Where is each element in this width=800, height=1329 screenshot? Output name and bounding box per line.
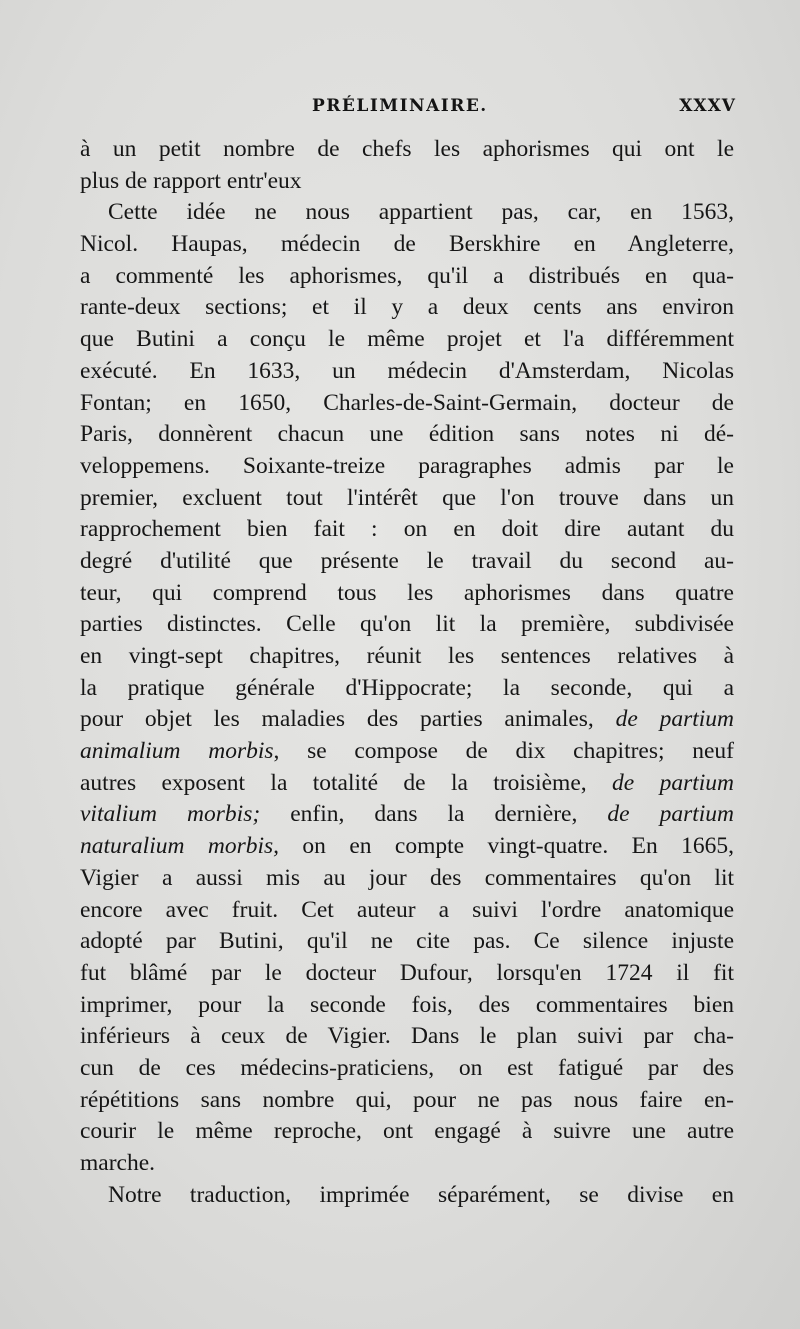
text-segment: pour objet les maladies des parties animales, (80, 706, 616, 733)
text-segment: exécuté. En 1633, un médecin d'Amsterdam, Nicolas (80, 357, 734, 384)
text-segment: la pratique générale d'Hippocrate; la seconde, qui a (80, 674, 734, 701)
page-header (80, 96, 736, 122)
text-segment: teur, qui comprend tous les aphorismes dans quatre (80, 579, 734, 606)
text-segment: que Butini a conçu le même projet et l'a différemment (80, 326, 734, 353)
text-segment: à un petit nombre de chefs les aphorismes qui ont le (80, 136, 734, 162)
text-segment: autres exposent la totalité de la troisième, (80, 769, 613, 796)
text-line (80, 926, 734, 958)
italic-text: de partium (615, 706, 735, 733)
text-segment: plus de rapport entr'eux (80, 167, 302, 194)
text-segment: fut blâmé par le docteur Dufour, lorsqu'en 1724 il fit (80, 959, 734, 986)
text-line (80, 292, 734, 324)
italic-text: de partium (612, 769, 735, 796)
text-line (80, 229, 734, 261)
text-segment: cun de ces médecins-praticiens, on est fatigué par des (80, 1054, 734, 1081)
text-line (80, 514, 734, 546)
text-segment: enfin, dans la dernière, (260, 801, 608, 828)
text-line (80, 134, 734, 166)
text-segment: rapprochement bien fait : on en doit dire autant du (80, 516, 734, 543)
text-line (80, 895, 734, 927)
text-segment: on en compte vingt-quatre. En 1665, (279, 833, 734, 860)
text-segment: inférieurs à ceux de Vigier. Dans le plan suivi par cha- (80, 1023, 734, 1050)
text-line (80, 1085, 734, 1117)
text-segment: Notre traduction, imprimée séparément, se divise en (108, 1181, 734, 1208)
page-number: XXXV (679, 96, 736, 116)
text-line (80, 578, 734, 610)
text-line (80, 261, 734, 293)
text-line (80, 736, 734, 768)
italic-text: naturalium morbis, (80, 833, 280, 860)
italic-text: vitalium morbis; (80, 801, 261, 828)
body-text (80, 134, 734, 1211)
text-line (80, 483, 734, 515)
text-segment: courir le même reproche, ont engagé à suivre une autre (80, 1118, 734, 1145)
text-line (80, 704, 734, 736)
text-segment: en vingt-sept chapitres, réunit les sentences relatives à (80, 643, 734, 669)
text-line (80, 451, 734, 483)
text-line (80, 1053, 734, 1085)
text-segment: Nicol. Haupas, médecin de Berskhire en Angleterre, (80, 231, 734, 258)
text-segment: Vigier a aussi mis au jour des commentaires qu'on lit (80, 864, 734, 891)
text-segment: marche. (80, 1150, 156, 1176)
text-line (80, 958, 734, 990)
running-title: PRÉLIMINAIRE. (312, 96, 488, 116)
italic-text: de partium (607, 801, 734, 828)
text-line (80, 1116, 734, 1148)
text-segment: Fontan; en 1650, Charles-de-Saint-Germain, docteur de (80, 389, 734, 416)
text-segment: veloppemens. Soixante-treize paragraphes admis par le (80, 452, 734, 479)
text-segment: Paris, donnèrent chacun une édition sans notes ni dé- (80, 421, 734, 448)
text-line (80, 388, 734, 420)
text-segment: rante-deux sections; et il y a deux cents ans environ (80, 294, 734, 321)
text-line (80, 799, 734, 831)
text-line (80, 609, 734, 641)
text-line (80, 197, 734, 229)
text-line (80, 166, 734, 198)
text-line (80, 673, 734, 705)
text-segment: , se compose de dix chapitres; neuf (273, 738, 734, 765)
text-line (80, 990, 734, 1022)
italic-text: animalium morbis (80, 738, 274, 765)
text-segment: adopté par Butini, qu'il ne cite pas. Ce silence injuste (80, 928, 734, 955)
text-segment: imprimer, pour la seconde fois, des commentaires bien (80, 991, 734, 1018)
text-segment: répétitions sans nombre qui, pour ne pas nous faire en- (80, 1086, 734, 1113)
text-segment: degré d'utilité que présente le travail du second au- (80, 547, 734, 574)
text-line (80, 1021, 734, 1053)
text-line (80, 324, 734, 356)
text-segment: encore avec fruit. Cet auteur a suivi l'ordre anatomique (80, 896, 734, 923)
text-segment: a commenté les aphorismes, qu'il a distribués en qua- (80, 262, 734, 289)
text-line (80, 831, 734, 863)
text-line (80, 1148, 734, 1180)
text-line (80, 863, 734, 895)
text-segment: parties distinctes. Celle qu'on lit la première, subdivisée (80, 611, 734, 638)
text-line (80, 1180, 734, 1212)
text-segment: premier, excluent tout l'intérêt que l'on trouve dans un (80, 484, 734, 511)
text-line (80, 546, 734, 578)
text-line (80, 419, 734, 451)
text-segment: Cette idée ne nous appartient pas, car, en 1563, (108, 199, 734, 226)
text-line (80, 641, 734, 673)
text-line (80, 356, 734, 388)
text-line (80, 768, 734, 800)
